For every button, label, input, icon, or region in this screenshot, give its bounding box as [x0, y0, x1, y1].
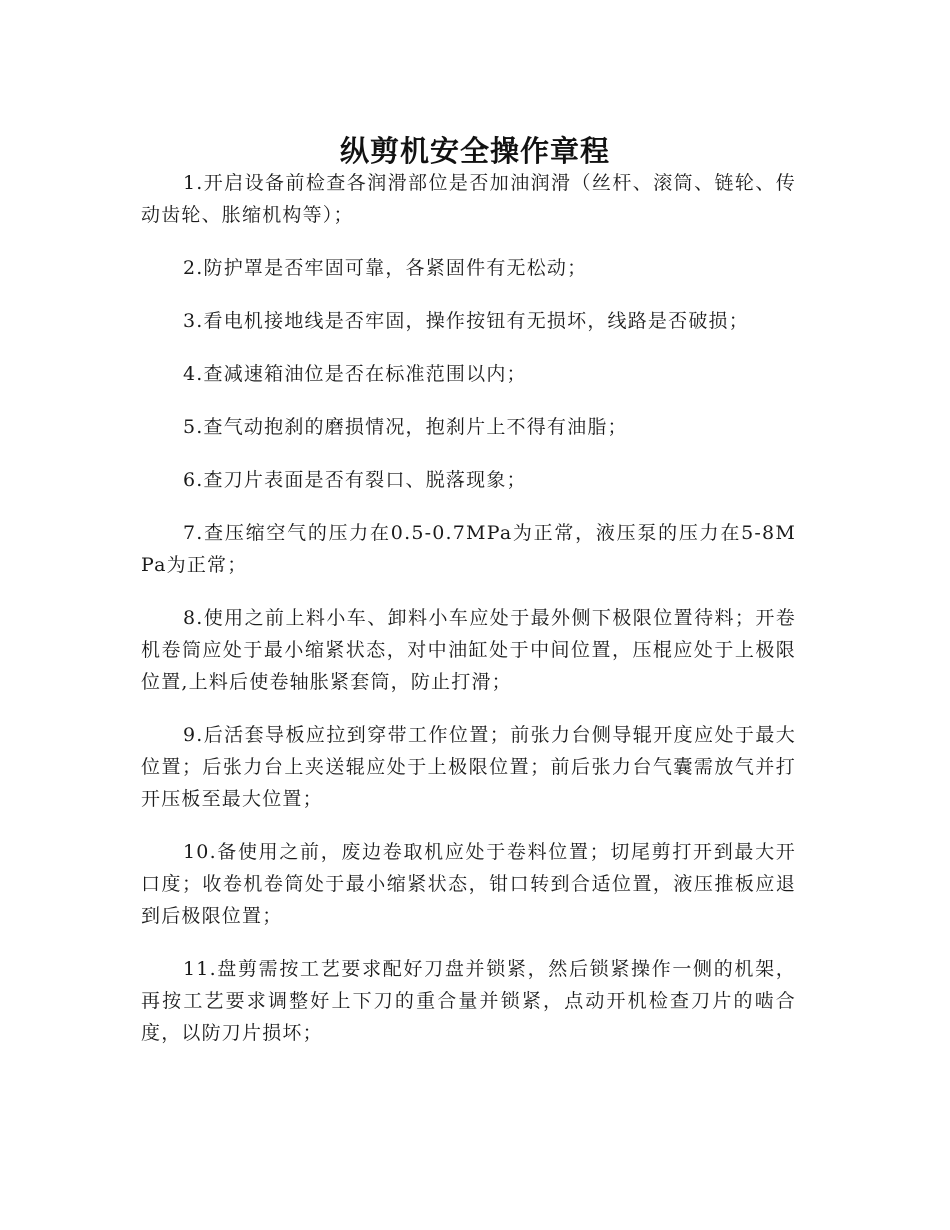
paragraph-9: 9.后活套导板应拉到穿带工作位置；前张力台侧导辊开度应处于最大位置；后张力台上夹送辊应处于上极限位置；前后张力台气囊需放气并打开压板至最大位置；: [141, 724, 796, 810]
paragraph-3: 3.看电机接地线是否牢固，操作按钮有无损坏，线路是否破损；: [183, 310, 749, 332]
paragraph-8: 8.使用之前上料小车、卸料小车应处于最外侧下极限位置待料；开卷机卷筒应处于最小缩紧状态，对中油缸处于中间位置，压棍应处于上极限位置,上料后使卷轴胀紧套筒，防止打滑；: [141, 607, 796, 693]
document-body: [141, 167, 796, 1070]
paragraph-2: 2.防护罩是否牢固可靠，各紧固件有无松动；: [183, 257, 588, 279]
paragraph-11: 11.盘剪需按工艺要求配好刀盘并锁紧，然后锁紧操作一侧的机架，再按工艺要求调整好上下刀的重合量并锁紧，点动开机检查刀片的啮合度，以防刀片损坏；: [141, 958, 796, 1044]
paragraph-7: 7.查压缩空气的压力在0.5-0.7MPa为正常，液压泵的压力在5-8MPa为正常；: [141, 522, 796, 576]
paragraph-1: 1.开启设备前检查各润滑部位是否加油润滑（丝杆、滚筒、链轮、传动齿轮、胀缩机构等）；: [141, 172, 796, 226]
paragraph-6: 6.查刀片表面是否有裂口、脱落现象；: [183, 469, 527, 491]
paragraph-5: 5.查气动抱刹的磨损情况，抱刹片上不得有油脂；: [183, 416, 628, 438]
document-title: 纵剪机安全操作章程: [339, 134, 610, 169]
paragraph-4: 4.查减速箱油位是否在标准范围以内；: [183, 363, 527, 385]
paragraph-10: 10.备使用之前，废边卷取机应处于卷料位置；切尾剪打开到最大开口度；收卷机卷筒处于最小缩紧状态，钳口转到合适位置，液压推板应退到后极限位置；: [141, 841, 796, 927]
